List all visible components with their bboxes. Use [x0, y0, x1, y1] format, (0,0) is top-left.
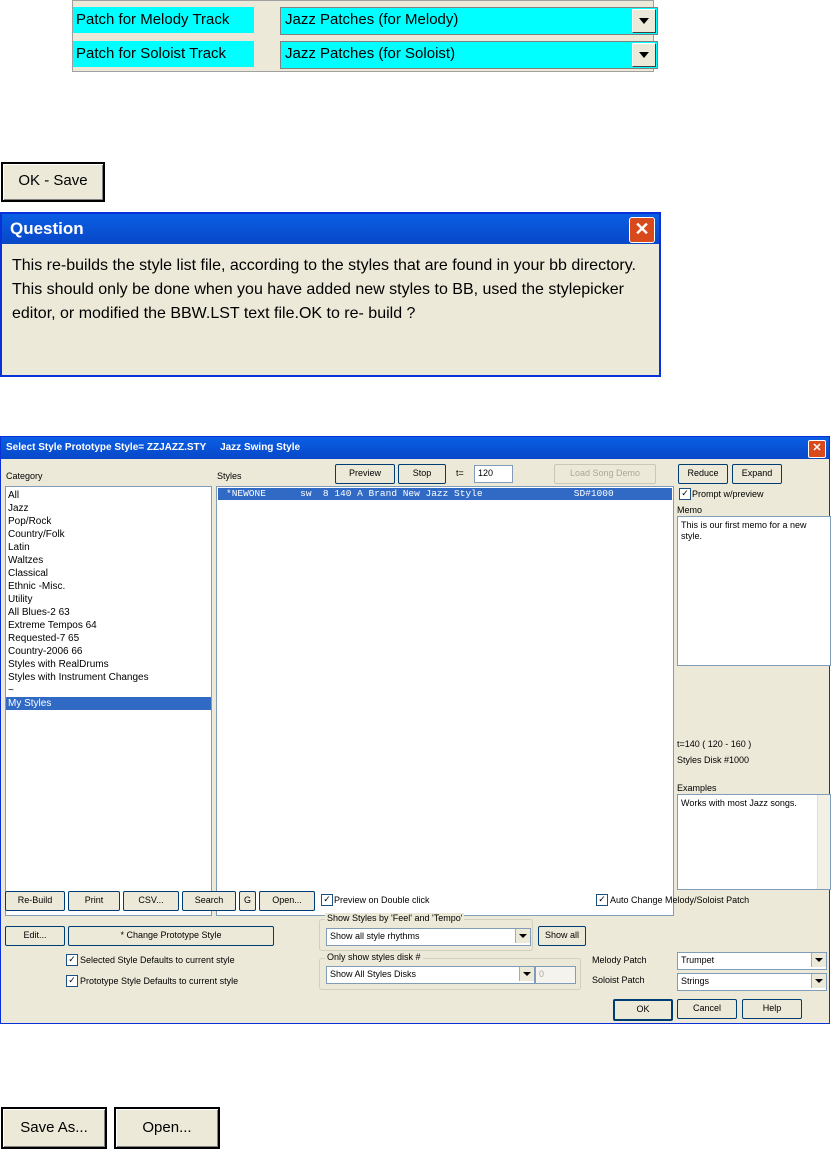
question-title: Question: [2, 214, 659, 244]
category-item[interactable]: Classical: [8, 568, 49, 579]
chevron-down-icon[interactable]: [632, 43, 656, 67]
styles-label: Styles: [217, 471, 242, 481]
melody-patch-select[interactable]: [280, 7, 658, 35]
soloist-patch-select[interactable]: [280, 41, 658, 69]
show-all-button[interactable]: Show all: [538, 926, 586, 946]
chevron-down-icon[interactable]: [811, 953, 826, 967]
question-message: This re-builds the style list file, according to the styles that are found in your bb directory. This should only be done when you have added new styles to BB, used the stylepicker editor, or modified the BBW.LST text file.OK to re- build ?: [12, 257, 636, 322]
close-icon[interactable]: ✕: [808, 440, 826, 458]
category-list[interactable]: [5, 486, 212, 916]
category-item[interactable]: Waltzes: [8, 555, 44, 566]
question-dialog: [0, 212, 661, 377]
tempo-range-text: t=140 ( 120 - 160 ): [677, 739, 752, 749]
soloist-patch-row: [73, 39, 653, 69]
memo-label: Memo: [677, 505, 703, 515]
rebuild-button[interactable]: Re-Build: [5, 891, 65, 911]
style-picker-window: [0, 436, 830, 1024]
only-show-value: Show All Styles Disks: [330, 969, 417, 979]
soloist-patch-value: Jazz Patches (for Soloist): [285, 45, 456, 62]
chevron-down-icon[interactable]: [519, 967, 534, 981]
tempo-input[interactable]: 120: [474, 465, 513, 483]
category-item[interactable]: Extreme Tempos 64: [8, 620, 97, 631]
show-styles-select[interactable]: [326, 928, 531, 946]
styles-disk-text: Styles Disk #1000: [677, 755, 750, 765]
patch-panel: [72, 0, 654, 72]
melody-patch-value: Jazz Patches (for Melody): [285, 11, 459, 28]
change-prototype-button[interactable]: * Change Prototype Style: [68, 926, 274, 946]
category-item[interactable]: All: [8, 490, 20, 501]
soloist-track-label: Patch for Soloist Track: [73, 41, 254, 67]
category-item[interactable]: Country-2006 66: [8, 646, 83, 657]
cancel-button[interactable]: Cancel: [677, 999, 737, 1019]
open-button[interactable]: Open...: [259, 891, 315, 911]
category-item[interactable]: Jazz: [8, 503, 29, 514]
stop-button[interactable]: Stop: [398, 464, 446, 484]
window-title-style: Jazz Swing Style: [220, 442, 301, 453]
category-item[interactable]: Utility: [8, 594, 33, 605]
selected-defaults-checkbox[interactable]: ✓: [66, 954, 78, 966]
show-styles-group-label: Show Styles by 'Feel' and 'Tempo': [327, 913, 463, 923]
window-title: [1, 437, 829, 459]
melody-track-label: Patch for Melody Track: [73, 7, 254, 33]
chevron-down-icon[interactable]: [811, 974, 826, 988]
disk-number-input[interactable]: 0: [535, 966, 576, 984]
preview-dblclick-checkbox[interactable]: ✓: [321, 894, 333, 906]
category-item[interactable]: Requested-7 65: [8, 633, 80, 644]
only-show-group-label: Only show styles disk #: [327, 952, 421, 962]
auto-change-checkbox[interactable]: ✓: [596, 894, 608, 906]
only-show-select[interactable]: [326, 966, 535, 984]
category-item[interactable]: Country/Folk: [8, 529, 65, 540]
open-button[interactable]: Open...: [114, 1107, 220, 1149]
show-styles-value: Show all style rhythms: [330, 931, 420, 941]
edit-button[interactable]: Edit...: [5, 926, 65, 946]
melody-patch-label: Melody Patch: [592, 955, 647, 965]
preview-button[interactable]: Preview: [335, 464, 395, 484]
melody-patch-dropdown[interactable]: [677, 952, 827, 970]
load-song-demo-button[interactable]: Load Song Demo: [554, 464, 656, 484]
examples-scrollbar[interactable]: [817, 795, 830, 889]
chevron-down-icon[interactable]: [515, 929, 530, 943]
help-button[interactable]: Help: [742, 999, 802, 1019]
examples-text: Works with most Jazz songs.: [681, 798, 797, 808]
category-item[interactable]: ~: [8, 685, 14, 696]
chevron-down-icon[interactable]: [632, 9, 656, 33]
category-item[interactable]: Ethnic -Misc.: [8, 581, 66, 592]
category-item[interactable]: Pop/Rock: [8, 516, 52, 527]
soloist-patch-dropdown-value: Strings: [681, 976, 710, 986]
window-title-text: Select Style Prototype Style= ZZJAZZ.STY: [6, 442, 207, 453]
soloist-patch-label: Soloist Patch: [592, 975, 645, 985]
g-button[interactable]: G: [239, 891, 256, 911]
tempo-label: t=: [456, 468, 464, 478]
print-button[interactable]: Print: [68, 891, 120, 911]
melody-patch-row: [73, 5, 653, 35]
category-item[interactable]: Styles with Instrument Changes: [8, 672, 149, 683]
examples-box[interactable]: [677, 794, 831, 890]
prompt-preview-checkbox[interactable]: ✓: [679, 488, 691, 500]
category-item[interactable]: All Blues-2 63: [8, 607, 70, 618]
category-item[interactable]: Latin: [8, 542, 30, 553]
memo-box[interactable]: This is our first memo for a new style.: [677, 516, 831, 666]
style-row-selected[interactable]: *NEWONE sw 8 140 A Brand New Jazz Style SD#1000: [218, 488, 672, 500]
category-items: [6, 487, 211, 710]
expand-button[interactable]: Expand: [732, 464, 782, 484]
ok-save-button[interactable]: OK - Save: [1, 162, 105, 202]
close-icon[interactable]: ✕: [629, 217, 655, 243]
preview-dblclick-label: Preview on Double click: [334, 895, 430, 905]
melody-patch-dropdown-value: Trumpet: [681, 955, 715, 965]
category-item[interactable]: Styles with RealDrums: [8, 659, 109, 670]
category-item-selected[interactable]: My Styles: [6, 697, 211, 710]
selected-defaults-label: Selected Style Defaults to current style: [80, 955, 235, 965]
prompt-preview-label: Prompt w/preview: [692, 489, 764, 499]
soloist-patch-dropdown[interactable]: [677, 973, 827, 991]
save-as-button[interactable]: Save As...: [1, 1107, 107, 1149]
prototype-defaults-checkbox[interactable]: ✓: [66, 975, 78, 987]
styles-list[interactable]: [216, 486, 674, 916]
csv-button[interactable]: CSV...: [123, 891, 179, 911]
auto-change-label: Auto Change Melody/Soloist Patch: [610, 895, 750, 905]
examples-label: Examples: [677, 783, 717, 793]
category-label: Category: [6, 471, 43, 481]
search-button[interactable]: Search: [182, 891, 236, 911]
prototype-defaults-label: Prototype Style Defaults to current style: [80, 976, 239, 986]
ok-button[interactable]: OK: [613, 999, 673, 1021]
reduce-button[interactable]: Reduce: [678, 464, 728, 484]
